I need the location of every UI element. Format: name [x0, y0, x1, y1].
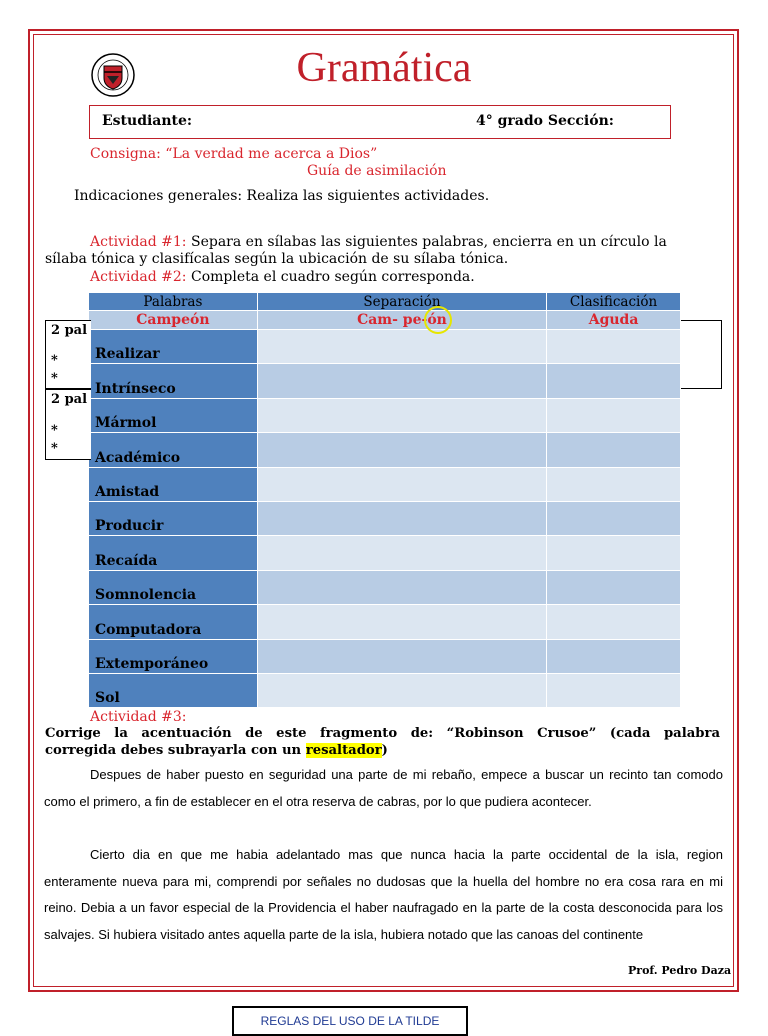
separation-cell[interactable] [257, 673, 546, 707]
separation-cell[interactable] [257, 467, 546, 501]
student-info-box [89, 105, 671, 139]
example-sep-part: Cam- pe- [357, 312, 428, 328]
table-row [89, 536, 681, 570]
actividad-2 [90, 269, 475, 285]
classification-cell[interactable] [547, 467, 681, 501]
table-row [89, 605, 681, 639]
header-separacion: Separación [257, 293, 546, 311]
word-cell: Somnolencia [89, 570, 258, 604]
side-note-bullet: * [51, 371, 58, 386]
page-title: Gramática [296, 45, 472, 91]
separation-cell[interactable] [257, 501, 546, 535]
separation-cell[interactable] [257, 364, 546, 398]
classification-cell[interactable] [547, 536, 681, 570]
word-cell: Computadora [89, 605, 258, 639]
actividad-3-label: Actividad #3: [90, 709, 187, 725]
word-cell: Intrínseco [89, 364, 258, 398]
indicaciones: Indicaciones generales: Realiza las siguientes actividades. [74, 188, 490, 204]
paragraph-2: Cierto dia en que me habia adelantado mas que nunca hacia la parte occidental de la isla, region enteramente nueva para mi, comprendi por señales no dudosas que la huella del hombre no era cosa rara en mi reino. Debia a un favor especial de la Providencia el haber naufragado en la parte de la costa desconocida para los salvajes. Si hubiera visitado antes aquella parte de la isla, hubiera notado que las canoas del continente [44, 847, 723, 942]
side-note-label: 2 pal [51, 323, 88, 338]
actividad-3-line2 [45, 742, 388, 759]
example-sep-tonic: ón [427, 312, 447, 328]
paragraph-1: Despues de haber puesto en seguridad una parte de mi rebaño, empece a buscar un recinto tan comodo como el primero, a fin de establecer en el otra reserva de cabras, por lo que pudiera acontecer. [44, 767, 723, 809]
classification-cell[interactable] [547, 398, 681, 432]
word-cell: Académico [89, 433, 258, 467]
actividad-3-close: ) [381, 743, 388, 758]
words-table [88, 292, 681, 708]
classification-cell[interactable] [547, 501, 681, 535]
table-row [89, 364, 681, 398]
word-cell: Producir [89, 501, 258, 535]
classification-cell[interactable] [547, 605, 681, 639]
actividad-1-line1 [90, 234, 667, 250]
word-cell: Extemporáneo [89, 639, 258, 673]
signature: Prof. Pedro Daza [628, 964, 732, 977]
word-cell: Mármol [89, 398, 258, 432]
grade-section-label: 4° grado Sección: [476, 113, 614, 129]
table-example-row [89, 311, 681, 330]
side-note-label: 2 pal [51, 392, 88, 407]
separation-cell[interactable] [257, 605, 546, 639]
table-row [89, 501, 681, 535]
classification-cell[interactable] [547, 570, 681, 604]
table-row [89, 330, 681, 364]
student-label: Estudiante: [102, 113, 193, 129]
side-note-bullet: * [51, 423, 58, 438]
separation-cell[interactable] [257, 330, 546, 364]
actividad-1-line2: sílaba tónica y clasifícalas según la ubicación de su sílaba tónica. [45, 251, 509, 267]
actividad-1-label: Actividad #1: [90, 234, 187, 250]
tonic-syllable-circle [424, 306, 452, 334]
separation-cell[interactable] [257, 639, 546, 673]
side-note-bullet: * [51, 441, 58, 456]
actividad-3-text: corregida debes subrayarla con un [45, 743, 306, 758]
word-cell: Recaída [89, 536, 258, 570]
right-bracket-box [681, 320, 722, 389]
actividad-2-text: Completa el cuadro según corresponda. [186, 269, 475, 285]
highlighted-word: resaltador [305, 743, 382, 758]
table-row [89, 570, 681, 604]
actividad-1-text: Separa en sílabas las siguientes palabras, encierra en un círculo la [186, 234, 667, 250]
side-note-box [45, 389, 91, 460]
actividad-3-line1: Corrige la acentuación de este fragmento de: “Robinson Crusoe” (cada palabra [45, 726, 720, 741]
separation-cell[interactable] [257, 570, 546, 604]
header-palabras: Palabras [89, 293, 258, 311]
example-separation [257, 311, 546, 330]
word-cell: Amistad [89, 467, 258, 501]
table-row [89, 398, 681, 432]
example-word: Campeón [89, 311, 258, 330]
classification-cell[interactable] [547, 433, 681, 467]
table-row [89, 639, 681, 673]
table-header [89, 293, 681, 311]
classification-cell[interactable] [547, 330, 681, 364]
rules-title-box: REGLAS DEL USO DE LA TILDE [232, 1006, 468, 1036]
side-note-box [45, 320, 91, 389]
side-note-bullet: * [51, 353, 58, 368]
table-row [89, 467, 681, 501]
actividad-2-label: Actividad #2: [90, 269, 187, 285]
separation-cell[interactable] [257, 433, 546, 467]
consigna: Consigna: “La verdad me acerca a Dios” [90, 146, 378, 162]
word-cell: Sol [89, 673, 258, 707]
guia-title: Guía de asimilación [307, 163, 447, 179]
table-row [89, 673, 681, 707]
header-clasificacion: Clasificación [547, 293, 681, 311]
classification-cell[interactable] [547, 673, 681, 707]
classification-cell[interactable] [547, 639, 681, 673]
table-row [89, 433, 681, 467]
example-classification: Aguda [547, 311, 681, 330]
separation-cell[interactable] [257, 536, 546, 570]
separation-cell[interactable] [257, 398, 546, 432]
classification-cell[interactable] [547, 364, 681, 398]
word-cell: Realizar [89, 330, 258, 364]
